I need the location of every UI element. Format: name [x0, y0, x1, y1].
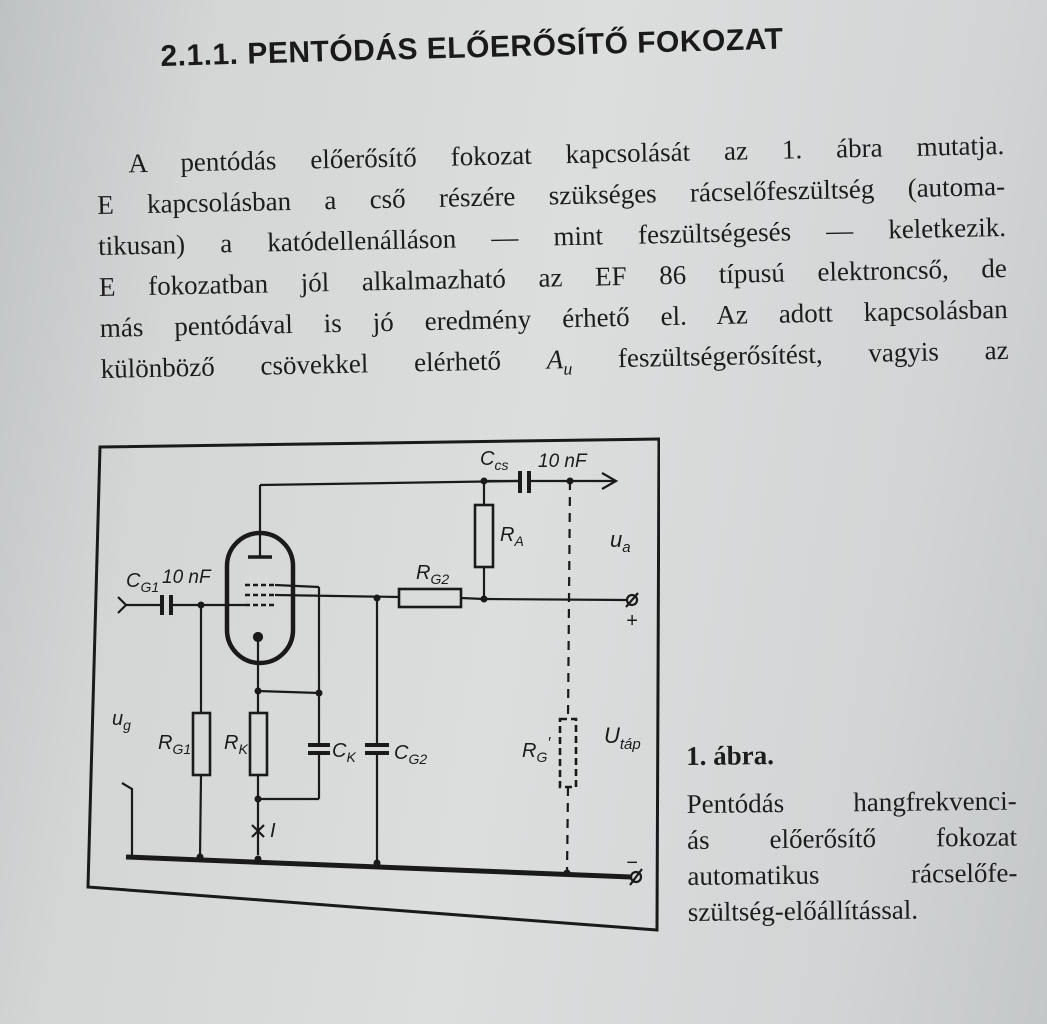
section-heading: 2.1.1. PENTÓDÁS ELŐERŐSÍTŐ FOKOZAT: [160, 22, 784, 73]
label-rg1: $R_{G1}$: [158, 732, 192, 757]
paragraph-text: különböző csövekkel elérhető: [100, 344, 548, 384]
paragraph-line: E kapcsolásban a cső részére szükséges rácselőfeszültség (automa-: [96, 170, 1006, 220]
paragraph-line: más pentódával is jó eredmény érhető el. Az adott kapcsolásban: [99, 293, 1008, 343]
resistor-rg1: [193, 713, 210, 775]
caption-line: Pentódás hangfrekvenci-: [686, 785, 1017, 819]
resistor-rk: [250, 713, 267, 775]
caption-line: szültség-előállítással.: [687, 894, 919, 927]
caption-line: automatikus rácselőfe-: [687, 857, 1018, 891]
label-utap: $U_{táp}$: [604, 723, 641, 753]
figure-caption: [686, 735, 1018, 930]
body-paragraph: [96, 125, 1009, 399]
resistor-ra: [475, 505, 493, 567]
circuit-diagram: [86, 437, 660, 933]
label-ccs-value: 10 nF: [538, 451, 587, 472]
label-ck: $C_K$: [332, 740, 356, 765]
label-cg2: $C_{G2}$: [394, 742, 428, 767]
label-rk: $R_K$: [224, 732, 248, 757]
amplification-subscript: u: [563, 358, 573, 379]
label-cg1: $C_{G1}$: [126, 570, 160, 595]
label-ra: $R_A$: [500, 524, 524, 549]
caption-title: 1. ábra.: [686, 740, 775, 771]
resistor-rg2: [399, 589, 461, 607]
label-cg1-value: 10 nF: [162, 567, 211, 588]
label-ug: $u_g$: [112, 708, 131, 733]
paragraph-text: feszültségerősítést, vagyis az: [571, 334, 1009, 375]
label-current: I: [270, 820, 276, 842]
label-plus: +: [626, 610, 638, 632]
label-rg2: $R_{G2}$: [416, 562, 450, 587]
paragraph-line: A pentódás előerősítő fokozat kapcsolását az 1. ábra mutatja.: [128, 129, 1005, 179]
resistor-rg-prime: [560, 719, 576, 787]
label-ccs: $C_{cs}$: [480, 448, 509, 473]
amplification-symbol: A: [546, 344, 564, 375]
circuit-figure: [86, 437, 660, 933]
label-rg-prime: $R_G'$: [522, 735, 551, 765]
paragraph-line: tikusan) a katódellenálláson — mint feszültségesés — keletkezik.: [97, 211, 1007, 261]
caption-line: ás előerősítő fokozat: [686, 821, 1018, 855]
paragraph-line: E fokozatban jól alkalmazható az EF 86 típusú elektroncső, de: [98, 252, 1008, 302]
figure-frame: [88, 439, 659, 930]
label-minus: −: [626, 852, 638, 874]
label-ua: $u_a$: [610, 527, 631, 556]
